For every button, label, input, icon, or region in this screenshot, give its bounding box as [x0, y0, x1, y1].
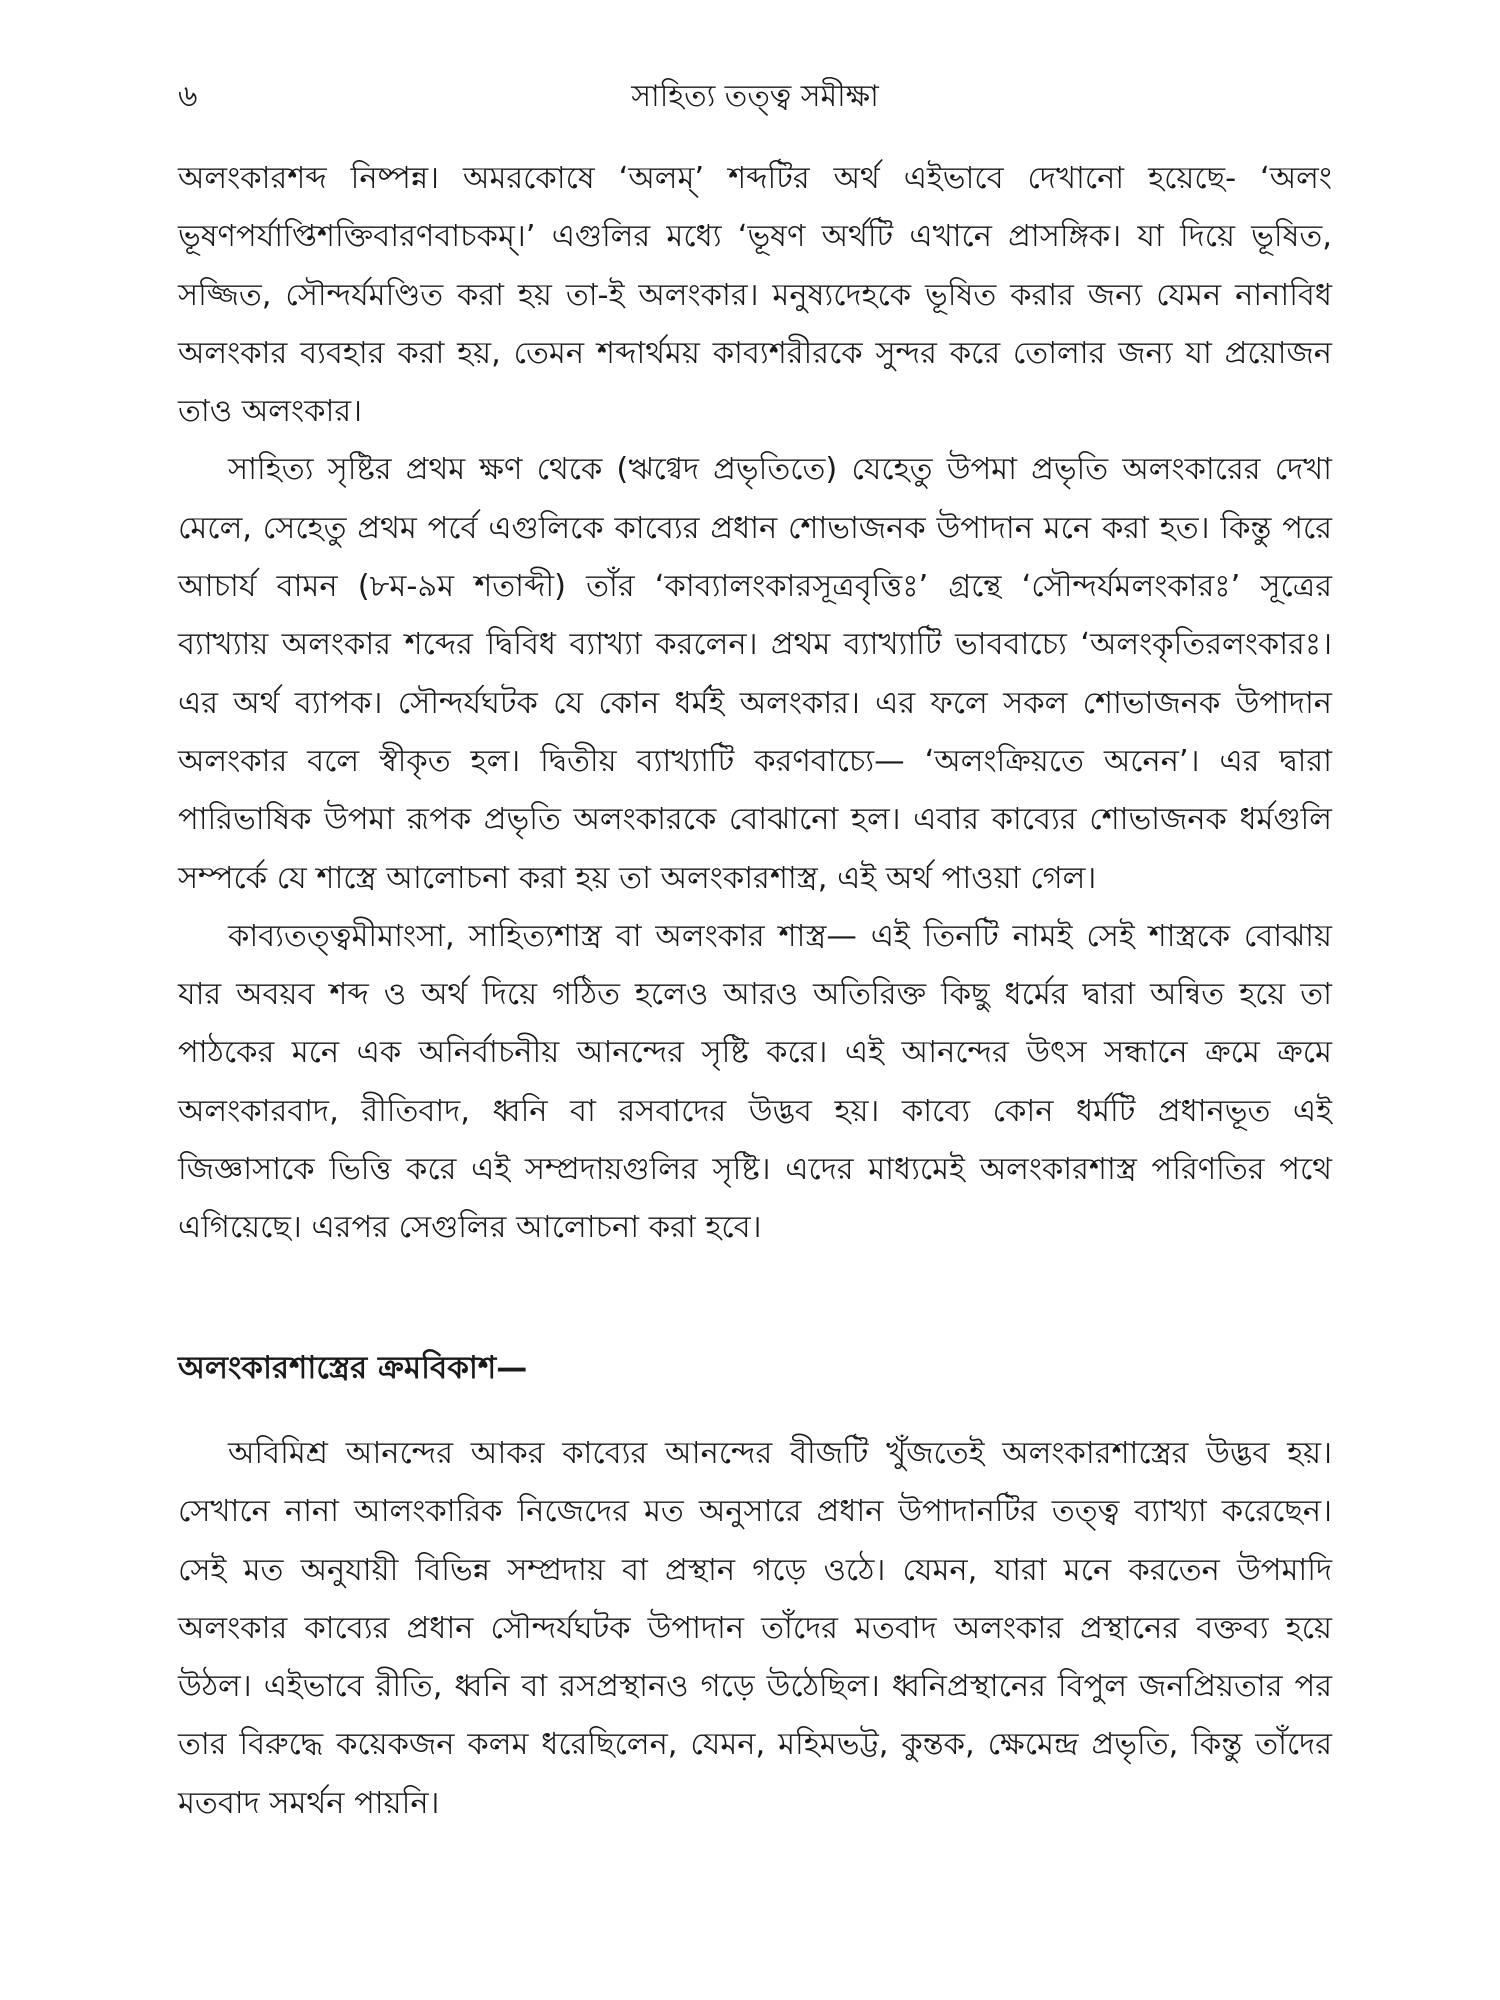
paragraph-1: অলংকারশব্দ নিষ্পন্ন। অমরকোষে ‘অলম্’ শব্দটির অর্থ এইভাবে দেখানো হয়েছে- ‘অলং ভূষণপর্যাপ্তিশক্তিবারণবাচকম্।’ এগুলির মধ্যে ‘ভূষণ অর্থটি এখানে প্রাসঙ্গিক। যা দিয়ে ভূষিত, সজ্জিত, সৌন্দর্যমণ্ডিত করা হয় তা-ই অলংকার। মনুষ্যদেহকে ভূষিত করার জন্য যেমন নানাবিধ অলংকার ব্যবহার করা হয়, তেমন শব্দার্থময় কাব্যশরীরকে সুন্দর করে তোলার জন্য যা প্রয়োজন তাও অলংকার। [178, 161, 1332, 430]
body-text-section [178, 1425, 1332, 1833]
body-text-top [178, 150, 1332, 1258]
paragraph-2: সাহিত্য সৃষ্টির প্রথম ক্ষণ থেকে (ঋগ্বেদ প্রভৃতিতে) যেহেতু উপমা প্রভৃতি অলংকারের দেখা মেলে, সেহেতু প্রথম পর্বে এগুলিকে কাব্যের প্রধান শোভাজনক উপাদান মনে করা হত। কিন্তু পরে আচার্য বামন (৮ম-৯ম শতাব্দী) তাঁর ‘কাব্যালংকারসূত্রবৃত্তিঃ’ গ্রন্থে ‘সৌন্দর্যমলংকারঃ’ সূত্রের ব্যাখ্যায় অলংকার শব্দের দ্বিবিধ ব্যাখ্যা করলেন। প্রথম ব্যাখ্যাটি ভাববাচ্যে ‘অলংকৃতিরলংকারঃ। এর অর্থ ব্যাপক। সৌন্দর্যঘটক যে কোন ধর্মই অলংকার। এর ফলে সকল শোভাজনক উপাদান অলংকার বলে স্বীকৃত হল। দ্বিতীয় ব্যাখ্যাটি করণবাচ্যে— ‘অলংক্রিয়তে অনেন’। এর দ্বারা পারিভাষিক উপমা রূপক প্রভৃতি অলংকারকে বোঝানো হল। এবার কাব্যের শোভাজনক ধর্মগুলি সম্পর্কে যে শাস্ত্রে আলোচনা করা হয় তা অলংকারশাস্ত্র, এই অর্থ পাওয়া গেল। [178, 452, 1332, 896]
running-header [178, 72, 1332, 122]
page-number: ৬ [178, 79, 198, 114]
section-heading: অলংকারশাস্ত্রের ক্রমবিকাশ— [178, 1350, 528, 1386]
paragraph-3: কাব্যতত্ত্বমীমাংসা, সাহিত্যশাস্ত্র বা অলংকার শাস্ত্র— এই তিনটি নামই সেই শাস্ত্রকে বোঝায় যার অবয়ব শব্দ ও অর্থ দিয়ে গঠিত হলেও আরও অতিরিক্ত কিছু ধর্মের দ্বারা অন্বিত হয়ে তা পাঠকের মনে এক অনির্বাচনীয় আনন্দের সৃষ্টি করে। এই আনন্দের উৎস সন্ধানে ক্রমে ক্রমে অলংকারবাদ, রীতিবাদ, ধ্বনি বা রসবাদের উদ্ভব হয়। কাব্যে কোন ধর্মটি প্রধানভূত এই জিজ্ঞাসাকে ভিত্তি করে এই সম্প্রদায়গুলির সৃষ্টি। এদের মাধ্যমেই অলংকারশাস্ত্র পরিণতির পথে এগিয়েছে। এরপর সেগুলির আলোচনা করা হবে। [178, 918, 1332, 1246]
section-paragraph: অবিমিশ্র আনন্দের আকর কাব্যের আনন্দের বীজটি খুঁজতেই অলংকারশাস্ত্রের উদ্ভব হয়। সেখানে নানা আলংকারিক নিজেদের মত অনুসারে প্রধান উপাদানটির তত্ত্ব ব্যাখ্যা করেছেন। সেই মত অনুযায়ী বিভিন্ন সম্প্রদায় বা প্রস্থান গড়ে ওঠে। যেমন, যারা মনে করতেন উপমাদি অলংকার কাব্যের প্রধান সৌন্দর্যঘটক উপাদান তাঁদের মতবাদ অলংকার প্রস্থানের বক্তব্য হয়ে উঠল। এইভাবে রীতি, ধ্বনি বা রসপ্রস্থানও গড়ে উঠেছিল। ধ্বনিপ্রস্থানের বিপুল জনপ্রিয়তার পর তার বিরুদ্ধে কয়েকজন কলম ধরেছিলেন, যেমন, মহিমভট্ট, কুন্তক, ক্ষেমেন্দ্র প্রভৃতি, কিন্তু তাঁদের মতবাদ সমর্থন পায়নি। [178, 1436, 1332, 1821]
book-title: সাহিত্য তত্ত্ব সমীক্ষা [631, 79, 879, 114]
